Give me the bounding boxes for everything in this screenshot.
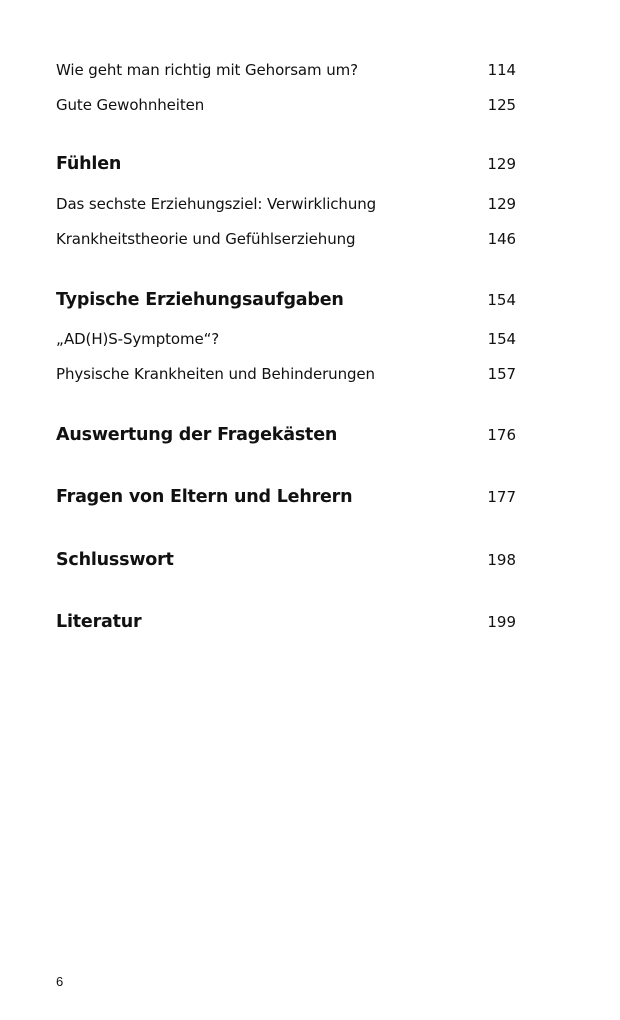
- toc-chapter-page: 176: [487, 426, 516, 444]
- toc-entry-title: Physische Krankheiten und Behinderungen: [56, 365, 375, 383]
- toc-entry-page: 146: [487, 230, 516, 248]
- toc-chapter-title: Schlusswort: [56, 550, 174, 570]
- toc-chapter-title: Auswertung der Fragekästen: [56, 425, 338, 445]
- toc-entry-title: Wie geht man richtig mit Gehorsam um?: [56, 61, 358, 79]
- toc-entry-title: Das sechste Erziehungsziel: Verwirklichung: [56, 195, 377, 213]
- toc-chapter-title: Typische Erziehungsaufgaben: [56, 290, 344, 310]
- toc-entry-title: Krankheitstheorie und Gefühlserziehung: [56, 230, 356, 248]
- toc-entry-title: Gute Gewohnheiten: [56, 96, 205, 114]
- toc-entry-page: 114: [487, 61, 516, 79]
- toc-chapter-page: 198: [487, 551, 516, 569]
- page-number: 6: [56, 974, 64, 989]
- toc-chapter-title: Fühlen: [56, 154, 122, 174]
- toc-chapter-title: Fragen von Eltern und Lehrern: [56, 487, 353, 507]
- toc-chapter-page: 177: [487, 488, 516, 506]
- toc-entry-title: „AD(H)S-Symptome“?: [56, 330, 220, 348]
- toc-chapter-page: 199: [487, 613, 516, 631]
- toc-entry-page: 154: [487, 330, 516, 348]
- toc-entry-page: 125: [487, 96, 516, 114]
- toc-chapter-page: 154: [487, 291, 516, 309]
- toc-chapter-page: 129: [487, 155, 516, 173]
- toc-chapter-title: Literatur: [56, 612, 142, 632]
- toc-entry-page: 129: [487, 195, 516, 213]
- toc-entry-page: 157: [487, 365, 516, 383]
